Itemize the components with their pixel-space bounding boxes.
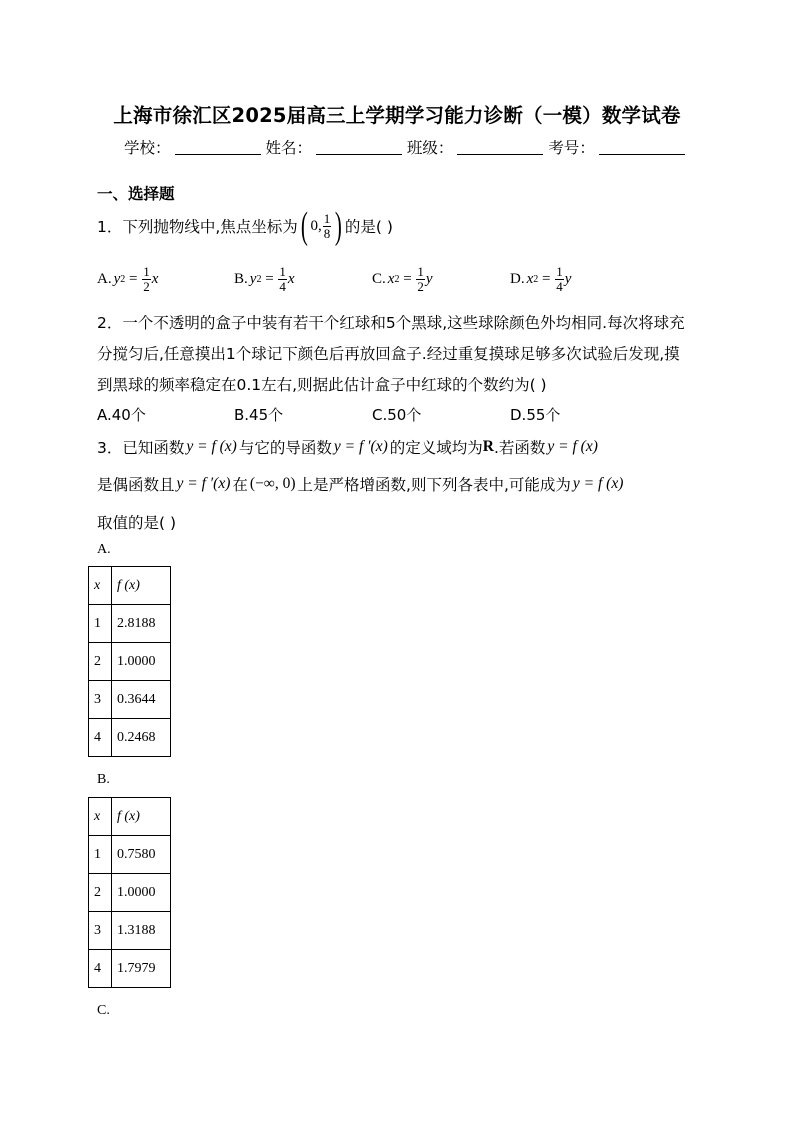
fraction-denominator: 4	[279, 278, 286, 294]
option-exponent: 2	[120, 273, 126, 285]
function-expression: y = f (x)	[547, 438, 598, 455]
function-expression: y = f (x)	[572, 475, 624, 492]
q3-line-3: 取值的是( )	[97, 514, 177, 532]
table-row	[89, 912, 171, 950]
interval-expression: (−∞, 0)	[249, 475, 296, 492]
q3-option-a-table	[88, 566, 171, 757]
q1-point-y-fraction	[323, 212, 332, 241]
q3-text: 的定义域均为	[389, 439, 483, 457]
option-lhs: y	[249, 270, 257, 287]
fraction-denominator: 4	[556, 278, 563, 294]
q1-option-c[interactable]	[372, 262, 433, 296]
q3-option-a-label[interactable]: A.	[97, 542, 111, 557]
table-row	[89, 836, 171, 874]
option-label: B.	[234, 270, 248, 287]
class-blank[interactable]	[457, 140, 543, 155]
option-label: D.	[510, 270, 525, 287]
option-rhs: x	[151, 270, 159, 287]
option-equals: =	[261, 270, 278, 287]
q2-option-d[interactable]: D.55个	[510, 406, 561, 424]
table-cell: 0.7580	[112, 836, 171, 874]
table-cell: 4	[89, 950, 112, 988]
q3-option-c-label[interactable]: C.	[97, 1003, 110, 1018]
table-cell: 0.3644	[112, 681, 171, 719]
table-row	[89, 643, 171, 681]
option-exponent: 2	[394, 273, 400, 285]
table-cell: 2.8188	[112, 605, 171, 643]
q3-line-1	[97, 436, 598, 458]
school-label: 学校：	[124, 139, 171, 157]
exam-title: 上海市徐汇区2025届高三上学期学习能力诊断（一模）数学试卷	[113, 104, 681, 127]
option-equals: =	[399, 270, 416, 287]
question-1	[97, 206, 393, 246]
table-cell: 0.2468	[112, 719, 171, 757]
q3-text: 在	[232, 476, 248, 494]
q2-line-2: 分搅匀后,任意摸出1个球记下颜色后再放回盒子.经过重复摸球足够多次试验后发现,摸	[97, 345, 680, 363]
table-cell: 1.0000	[112, 874, 171, 912]
q3-option-b-label[interactable]: B.	[97, 772, 110, 787]
fraction-denominator: 2	[417, 278, 424, 294]
table-header-cell: f (x)	[112, 567, 171, 605]
table-header-row	[89, 567, 171, 605]
option-rhs: y	[564, 270, 572, 287]
table-header-row	[89, 798, 171, 836]
q2-option-b[interactable]: B.45个	[234, 406, 284, 424]
name-label: 姓名：	[265, 139, 312, 157]
fraction-denominator: 2	[143, 278, 150, 294]
option-equals: =	[125, 270, 142, 287]
q3-option-b-table	[88, 797, 171, 988]
q3-text: 与它的导函数	[238, 439, 332, 457]
fraction-numerator: 1	[323, 210, 331, 226]
option-lhs: x	[387, 270, 395, 287]
option-label: A.	[97, 270, 112, 287]
q1-option-d[interactable]	[510, 262, 571, 296]
left-paren-symbol: (	[300, 205, 308, 247]
option-lhs: y	[113, 270, 121, 287]
table-cell: 1.3188	[112, 912, 171, 950]
class-label: 班级：	[406, 139, 454, 157]
option-fraction	[278, 265, 287, 294]
table-row	[89, 874, 171, 912]
table-header-cell: x	[89, 567, 112, 605]
table-cell: 1	[89, 836, 112, 874]
fraction-numerator: 1	[556, 263, 563, 279]
exam-number-blank[interactable]	[599, 140, 685, 155]
student-info-row	[124, 136, 685, 158]
option-rhs: x	[287, 270, 295, 287]
option-equals: =	[538, 270, 555, 287]
option-exponent: 2	[256, 273, 262, 285]
table-header-cell: x	[89, 798, 112, 836]
table-row	[89, 605, 171, 643]
table-cell: 4	[89, 719, 112, 757]
q2-line-3: 到黑球的频率稳定在0.1左右,则据此估计盒子中红球的个数约为( )	[97, 376, 547, 394]
q1-point-x: 0,	[310, 217, 322, 234]
option-label: C.	[372, 270, 386, 287]
option-exponent: 2	[533, 273, 539, 285]
fraction-denominator: 8	[323, 225, 331, 241]
table-cell: 1.0000	[112, 643, 171, 681]
name-blank[interactable]	[316, 140, 402, 155]
right-paren-symbol: )	[335, 205, 343, 247]
fraction-numerator: 1	[143, 263, 150, 279]
fraction-numerator: 1	[417, 263, 424, 279]
table-cell: 2	[89, 643, 112, 681]
table-cell: 3	[89, 681, 112, 719]
q3-text: 上是严格增函数,则下列各表中,可能成为	[297, 476, 571, 494]
q2-line-1: 2．一个不透明的盒子中装有若干个红球和5个黑球,这些球除颜色外均相同.每次将球充	[97, 314, 685, 332]
function-expression: y = f (x)	[186, 438, 237, 455]
table-cell: 2	[89, 874, 112, 912]
option-fraction	[555, 265, 564, 294]
q1-option-b[interactable]	[234, 262, 295, 296]
option-fraction	[416, 265, 425, 294]
table-row	[89, 681, 171, 719]
school-blank[interactable]	[175, 140, 261, 155]
q1-option-a[interactable]	[97, 262, 158, 296]
section-title: 一、选择题	[97, 185, 175, 203]
table-cell: 1.7979	[112, 950, 171, 988]
table-cell: 1	[89, 605, 112, 643]
q3-text: .若函数	[493, 439, 546, 457]
q1-prefix: 1．下列抛物线中,焦点坐标为	[97, 218, 298, 236]
option-rhs: y	[425, 270, 433, 287]
fraction-numerator: 1	[279, 263, 286, 279]
table-row	[89, 719, 171, 757]
q3-text: 是偶函数且	[97, 476, 175, 494]
q3-text: 3．已知函数	[97, 439, 185, 457]
q1-suffix: 的是( )	[344, 218, 393, 236]
table-header-cell: f (x)	[112, 798, 171, 836]
option-fraction	[142, 265, 151, 294]
table-row	[89, 950, 171, 988]
table-cell: 3	[89, 912, 112, 950]
q2-option-a[interactable]: A.40个	[97, 406, 146, 424]
exam-number-label: 考号：	[548, 139, 595, 157]
q2-option-c[interactable]: C.50个	[372, 406, 422, 424]
derivative-expression: y = f ′(x)	[176, 475, 231, 492]
derivative-expression: y = f ′(x)	[333, 438, 388, 455]
q3-line-2	[97, 472, 623, 496]
option-lhs: x	[526, 270, 534, 287]
real-numbers-symbol: R	[482, 438, 494, 455]
